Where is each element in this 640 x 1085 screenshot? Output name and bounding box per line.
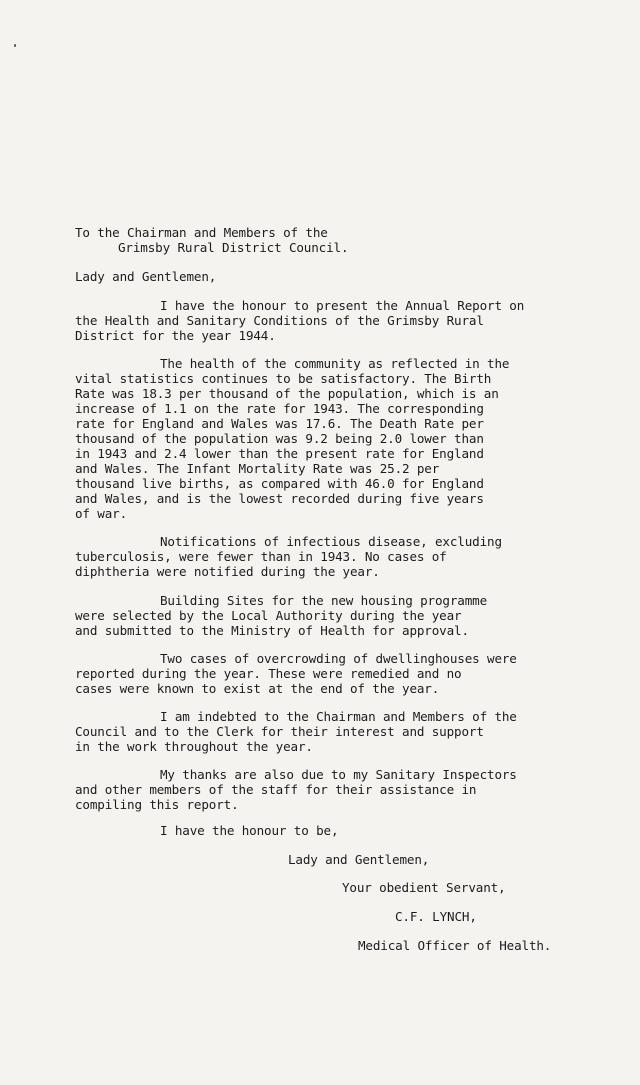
paragraph-2-line-8: and Wales. The Infant Mortality Rate was 25.2 per [75, 461, 440, 476]
closing-salutation: Lady and Gentlemen, [288, 852, 430, 867]
paragraph-5-line-3: cases were known to exist at the end of the year. [75, 681, 440, 696]
paragraph-2-line-1: The health of the community as reflected in the [160, 356, 510, 371]
paragraph-7-line-1: My thanks are also due to my Sanitary Inspectors [160, 767, 517, 782]
paragraph-2-line-7: in 1943 and 2.4 lower than the present rate for England [75, 446, 484, 461]
paragraph-1-line-2: the Health and Sanitary Conditions of the Grimsby Rural [75, 313, 484, 328]
signatory-title: Medical Officer of Health. [358, 938, 552, 953]
address-line-1: To the Chairman and Members of the [75, 225, 328, 240]
paragraph-5-line-1: Two cases of overcrowding of dwellinghouses were [160, 651, 517, 666]
paragraph-3-line-1: Notifications of infectious disease, excluding [160, 534, 502, 549]
paragraph-2-line-6: thousand of the population was 9.2 being 2.0 lower than [75, 431, 484, 446]
paragraph-1-line-3: District for the year 1944. [75, 328, 276, 343]
closing-honour: I have the honour to be, [160, 823, 339, 838]
paragraph-5-line-2: reported during the year. These were remedied and no [75, 666, 462, 681]
paragraph-7-line-3: compiling this report. [75, 797, 239, 812]
paragraph-2-line-10: and Wales, and is the lowest recorded during five years [75, 491, 484, 506]
paragraph-2-line-2: vital statistics continues to be satisfactory. The Birth [75, 371, 492, 386]
paragraph-7-line-2: and other members of the staff for their assistance in [75, 782, 477, 797]
paper-speck [14, 44, 16, 47]
paragraph-6-line-2: Council and to the Clerk for their interest and support [75, 724, 484, 739]
paragraph-6-line-3: in the work throughout the year. [75, 739, 313, 754]
closing-servant: Your obedient Servant, [342, 880, 506, 895]
paragraph-4-line-3: and submitted to the Ministry of Health for approval. [75, 623, 469, 638]
paragraph-2-line-4: increase of 1.1 on the rate for 1943. The corresponding [75, 401, 484, 416]
paragraph-4-line-2: were selected by the Local Authority during the year [75, 608, 462, 623]
paragraph-3-line-2: tuberculosis, were fewer than in 1943. No cases of [75, 549, 447, 564]
paragraph-2-line-3: Rate was 18.3 per thousand of the population, which is an [75, 386, 499, 401]
salutation: Lady and Gentlemen, [75, 269, 217, 284]
paragraph-4-line-1: Building Sites for the new housing programme [160, 593, 488, 608]
signatory-name: C.F. LYNCH, [395, 909, 477, 924]
paragraph-6-line-1: I am indebted to the Chairman and Members of the [160, 709, 517, 724]
paragraph-2-line-11: of war. [75, 506, 128, 521]
paragraph-3-line-3: diphtheria were notified during the year. [75, 564, 380, 579]
paragraph-1-line-1: I have the honour to present the Annual Report on [160, 298, 525, 313]
paragraph-2-line-5: rate for England and Wales was 17.6. The Death Rate per [75, 416, 484, 431]
paragraph-2-line-9: thousand live births, as compared with 46.0 for England [75, 476, 484, 491]
address-line-2: Grimsby Rural District Council. [118, 240, 349, 255]
